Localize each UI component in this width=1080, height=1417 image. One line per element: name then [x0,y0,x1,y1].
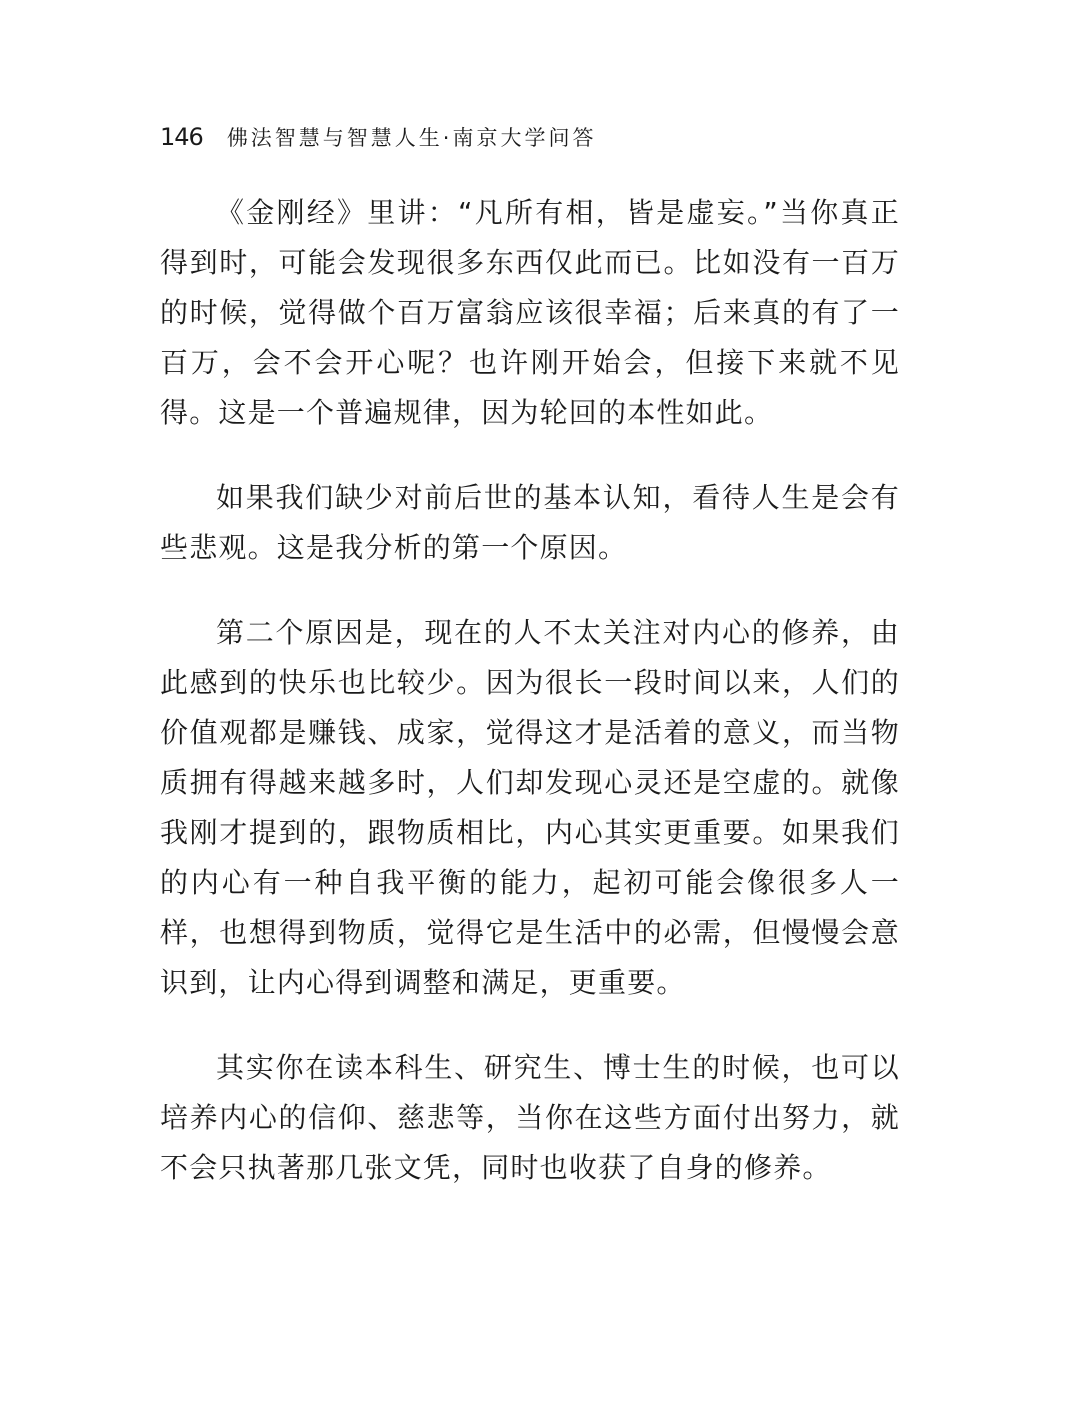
page-header [160,122,597,158]
body-text [160,188,900,1193]
paragraph-2: 如果我们缺少对前后世的基本认知，看待人生是会有些悲观。这是我分析的第一个原因。 [160,481,900,564]
page-number: 146 [160,123,203,151]
paragraph-3: 第二个原因是，现在的人不太关注对内心的修养，由此感到的快乐也比较少。因为很长一段时间以来，人们的价值观都是赚钱、成家，觉得这才是活着的意义，而当物质拥有得越来越多时，人们却发现心灵还是空虚的。就像我刚才提到的，跟物质相比，内心其实更重要。如果我们的内心有一种自我平衡的能力，起初可能会像很多人一样，也想得到物质，觉得它是生活中的必需，但慢慢会意识到，让内心得到调整和满足，更重要。 [160,616,900,999]
running-title: 佛法智慧与智慧人生·南京大学问答 [226,126,597,150]
paragraph-4: 其实你在读本科生、研究生、博士生的时候，也可以培养内心的信仰、慈悲等，当你在这些方面付出努力，就不会只执著那几张文凭，同时也收获了自身的修养。 [160,1051,900,1184]
paragraph-1: 《金刚经》里讲：“凡所有相，皆是虚妄。”当你真正得到时，可能会发现很多东西仅此而已。比如没有一百万的时候，觉得做个百万富翁应该很幸福；后来真的有了一百万，会不会开心呢？也许刚开始会，但接下来就不见得。这是一个普遍规律，因为轮回的本性如此。 [160,196,900,429]
